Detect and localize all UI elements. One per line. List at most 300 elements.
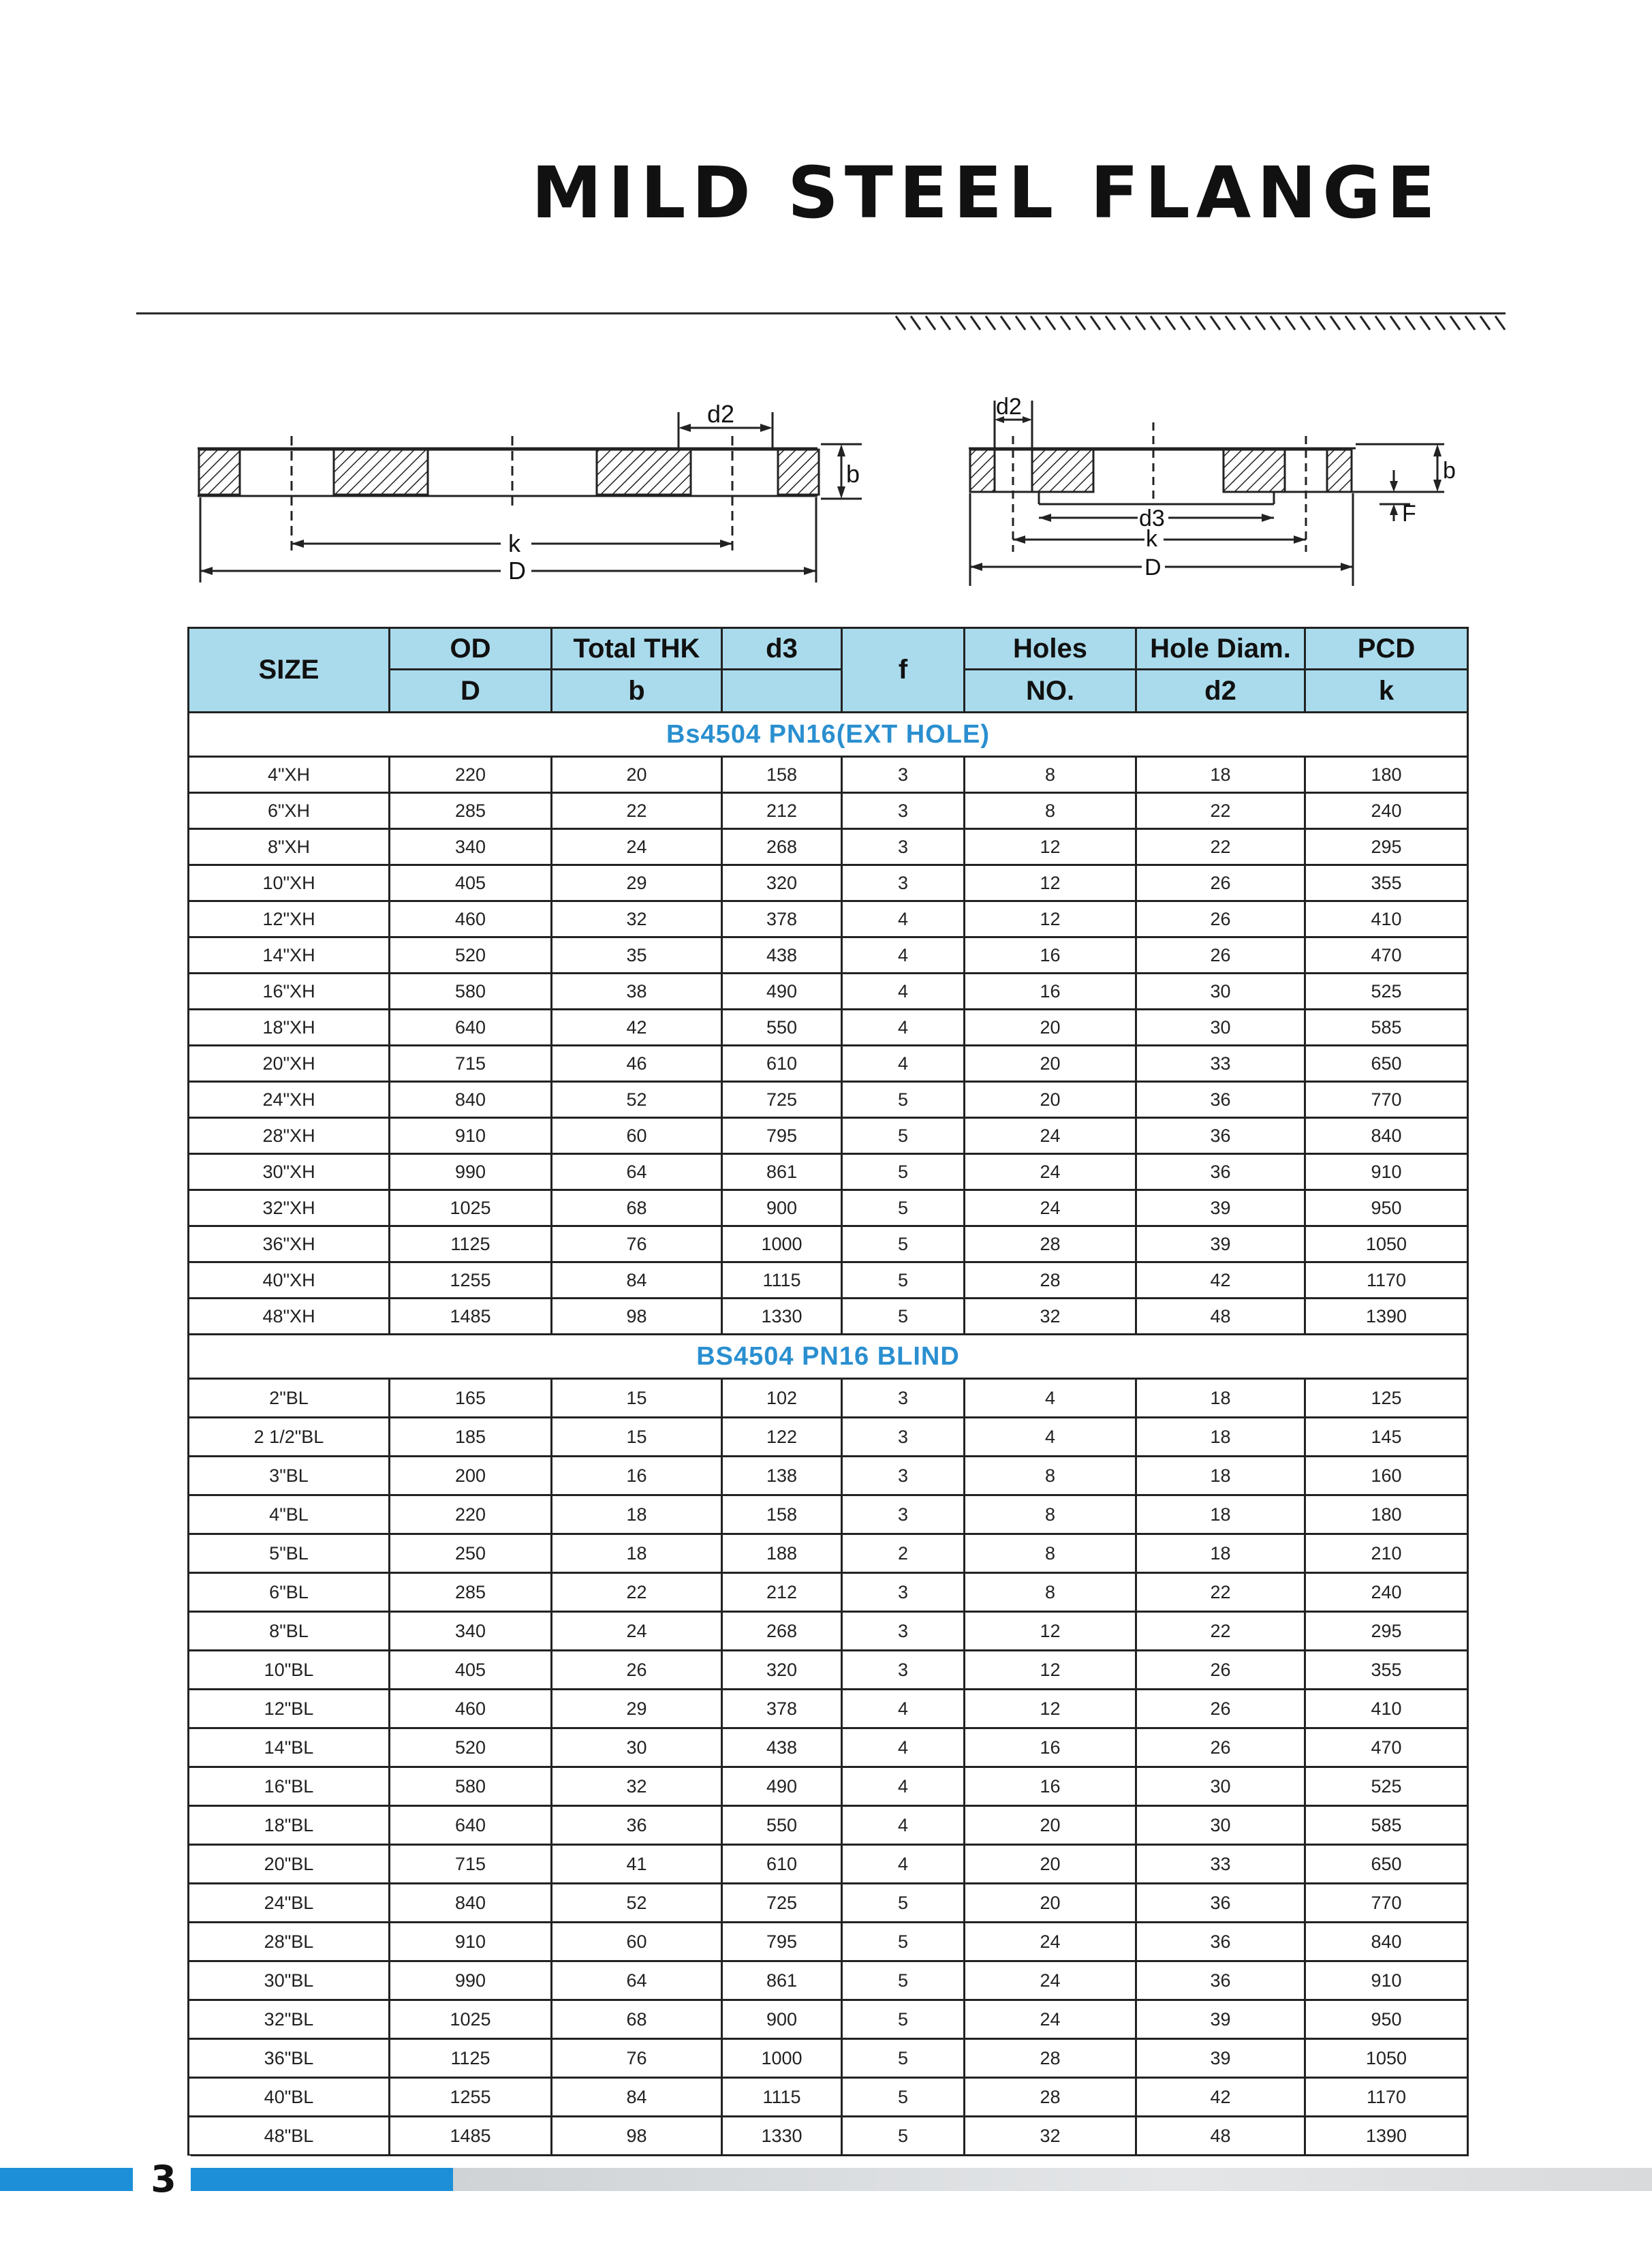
table-row (189, 1845, 1468, 1884)
cell-size: 48"XH (189, 1299, 390, 1335)
cell-od: 285 (390, 793, 552, 829)
cell-f: 5 (842, 2117, 965, 2156)
cell-holes: 28 (965, 2039, 1136, 2078)
cell-holes: 32 (965, 2117, 1136, 2156)
cell-thickness: 24 (552, 829, 722, 865)
diagram-label-D: D (508, 557, 526, 585)
cell-holes: 12 (965, 829, 1136, 865)
cell-size: 10"BL (189, 1651, 390, 1690)
table-row (189, 1534, 1468, 1573)
cell-d3: 1000 (722, 2039, 842, 2078)
header-od: OD (390, 628, 552, 670)
cell-holes: 24 (965, 1961, 1136, 2000)
cell-size: 3"BL (189, 1457, 390, 1495)
cell-pcd: 910 (1305, 1154, 1468, 1190)
flange-diagram-ext-hole (191, 395, 879, 593)
table-row (189, 1082, 1468, 1118)
cell-hole-diam: 18 (1136, 1495, 1305, 1534)
cell-size: 48"BL (189, 2117, 390, 2156)
cell-od: 185 (390, 1418, 552, 1457)
cell-hole-diam: 42 (1136, 1262, 1305, 1299)
cell-hole-diam: 42 (1136, 2078, 1305, 2117)
cell-thickness: 68 (552, 1190, 722, 1226)
cell-hole-diam: 36 (1136, 1082, 1305, 1118)
cell-od: 840 (390, 1082, 552, 1118)
cell-f: 4 (842, 1767, 965, 1806)
cell-holes: 28 (965, 2078, 1136, 2117)
table-row (189, 1262, 1468, 1299)
cell-f: 4 (842, 1046, 965, 1082)
cell-od: 715 (390, 1046, 552, 1082)
subheader-total-thk: b (552, 670, 722, 713)
cell-pcd: 125 (1305, 1379, 1468, 1418)
table-row (189, 1226, 1468, 1262)
cell-thickness: 29 (552, 865, 722, 901)
cell-thickness: 18 (552, 1495, 722, 1534)
cell-f: 4 (842, 1010, 965, 1046)
cell-size: 2 1/2"BL (189, 1418, 390, 1457)
cell-pcd: 770 (1305, 1884, 1468, 1923)
cell-hole-diam: 18 (1136, 1379, 1305, 1418)
subheader-d3-empty (722, 670, 842, 713)
cell-pcd: 355 (1305, 865, 1468, 901)
cell-od: 840 (390, 1884, 552, 1923)
cell-hole-diam: 26 (1136, 1690, 1305, 1728)
cell-holes: 20 (965, 1010, 1136, 1046)
cell-f: 5 (842, 2039, 965, 2078)
cell-hole-diam: 39 (1136, 1226, 1305, 1262)
flange-diagram-blind (961, 395, 1485, 593)
header-d3: d3 (722, 628, 842, 670)
cell-od: 220 (390, 1495, 552, 1534)
table-row (189, 793, 1468, 829)
cell-pcd: 910 (1305, 1961, 1468, 2000)
table-row (189, 1923, 1468, 1961)
cell-thickness: 68 (552, 2000, 722, 2039)
cell-thickness: 98 (552, 2117, 722, 2156)
cell-size: 32"XH (189, 1190, 390, 1226)
cell-f: 5 (842, 1118, 965, 1154)
cell-holes: 24 (965, 1118, 1136, 1154)
cell-f: 4 (842, 1728, 965, 1767)
cell-size: 6"BL (189, 1573, 390, 1612)
table-row (189, 1457, 1468, 1495)
cell-f: 4 (842, 1806, 965, 1845)
cell-hole-diam: 22 (1136, 793, 1305, 829)
cell-d3: 320 (722, 865, 842, 901)
table-row (189, 2000, 1468, 2039)
header-holes: Holes (965, 628, 1136, 670)
cell-f: 5 (842, 1226, 965, 1262)
section-title: Bs4504 PN16(EXT HOLE) (189, 713, 1468, 757)
cell-d3: 320 (722, 1651, 842, 1690)
cell-size: 4"BL (189, 1495, 390, 1534)
cell-hole-diam: 48 (1136, 2117, 1305, 2156)
subheader-pcd: k (1305, 670, 1468, 713)
cell-f: 3 (842, 829, 965, 865)
cell-thickness: 76 (552, 1226, 722, 1262)
cell-thickness: 32 (552, 1767, 722, 1806)
cell-size: 28"XH (189, 1118, 390, 1154)
cell-size: 4"XH (189, 757, 390, 793)
cell-thickness: 52 (552, 1884, 722, 1923)
cell-pcd: 585 (1305, 1806, 1468, 1845)
cell-thickness: 60 (552, 1923, 722, 1961)
cell-pcd: 525 (1305, 1767, 1468, 1806)
cell-f: 5 (842, 1190, 965, 1226)
cell-f: 5 (842, 1262, 965, 1299)
flange-spec-table (187, 627, 1469, 2156)
cell-thickness: 24 (552, 1612, 722, 1651)
cell-holes: 16 (965, 937, 1136, 974)
cell-d3: 1000 (722, 1226, 842, 1262)
cell-holes: 8 (965, 1534, 1136, 1573)
table-row (189, 757, 1468, 793)
cell-size: 36"BL (189, 2039, 390, 2078)
cell-f: 4 (842, 901, 965, 937)
cell-thickness: 36 (552, 1806, 722, 1845)
cell-size: 5"BL (189, 1534, 390, 1573)
cell-hole-diam: 30 (1136, 1806, 1305, 1845)
cell-od: 715 (390, 1845, 552, 1884)
cell-holes: 12 (965, 1651, 1136, 1690)
cell-od: 1255 (390, 2078, 552, 2117)
cell-d3: 550 (722, 1806, 842, 1845)
cell-f: 4 (842, 974, 965, 1010)
cell-pcd: 1050 (1305, 2039, 1468, 2078)
cell-d3: 158 (722, 1495, 842, 1534)
cell-d3: 158 (722, 757, 842, 793)
cell-thickness: 76 (552, 2039, 722, 2078)
cell-hole-diam: 39 (1136, 1190, 1305, 1226)
cell-d3: 212 (722, 793, 842, 829)
table-row (189, 974, 1468, 1010)
cell-size: 24"BL (189, 1884, 390, 1923)
cell-hole-diam: 33 (1136, 1046, 1305, 1082)
cell-d3: 122 (722, 1418, 842, 1457)
cell-d3: 610 (722, 1845, 842, 1884)
cell-holes: 12 (965, 901, 1136, 937)
cell-holes: 20 (965, 1082, 1136, 1118)
cell-holes: 16 (965, 974, 1136, 1010)
cell-pcd: 355 (1305, 1651, 1468, 1690)
cell-od: 910 (390, 1923, 552, 1961)
table-row (189, 1728, 1468, 1767)
cell-pcd: 180 (1305, 1495, 1468, 1534)
table-row (189, 1010, 1468, 1046)
cell-d3: 1330 (722, 2117, 842, 2156)
cell-thickness: 42 (552, 1010, 722, 1046)
diagram-label-b: b (846, 460, 860, 488)
cell-holes: 24 (965, 1923, 1136, 1961)
cell-d3: 438 (722, 937, 842, 974)
cell-thickness: 60 (552, 1118, 722, 1154)
cell-f: 2 (842, 1534, 965, 1573)
cell-size: 2"BL (189, 1379, 390, 1418)
cell-holes: 20 (965, 1806, 1136, 1845)
cell-od: 285 (390, 1573, 552, 1612)
cell-od: 640 (390, 1806, 552, 1845)
footer-bar-right (453, 2168, 1652, 2191)
cell-holes: 16 (965, 1767, 1136, 1806)
header-hole-diam: Hole Diam. (1136, 628, 1305, 670)
cell-d3: 1115 (722, 2078, 842, 2117)
cell-hole-diam: 39 (1136, 2000, 1305, 2039)
cell-pcd: 160 (1305, 1457, 1468, 1495)
cell-pcd: 950 (1305, 2000, 1468, 2039)
cell-od: 1125 (390, 2039, 552, 2078)
cell-hole-diam: 30 (1136, 1010, 1305, 1046)
cell-pcd: 1050 (1305, 1226, 1468, 1262)
cell-thickness: 30 (552, 1728, 722, 1767)
cell-pcd: 295 (1305, 829, 1468, 865)
cell-f: 3 (842, 1612, 965, 1651)
cell-pcd: 650 (1305, 1046, 1468, 1082)
cell-od: 220 (390, 757, 552, 793)
cell-f: 5 (842, 1082, 965, 1118)
cell-d3: 725 (722, 1082, 842, 1118)
cell-hole-diam: 26 (1136, 865, 1305, 901)
footer-bar-left (0, 2168, 133, 2191)
cell-od: 460 (390, 1690, 552, 1728)
cell-holes: 4 (965, 1379, 1136, 1418)
cell-hole-diam: 36 (1136, 1118, 1305, 1154)
cell-size: 32"BL (189, 2000, 390, 2039)
header-f: f (842, 628, 965, 713)
cell-thickness: 46 (552, 1046, 722, 1082)
cell-hole-diam: 30 (1136, 1767, 1305, 1806)
cell-size: 10"XH (189, 865, 390, 901)
cell-od: 1025 (390, 1190, 552, 1226)
table-row (189, 865, 1468, 901)
cell-holes: 4 (965, 1418, 1136, 1457)
cell-f: 4 (842, 937, 965, 974)
cell-hole-diam: 36 (1136, 1884, 1305, 1923)
table-row (189, 1573, 1468, 1612)
cell-d3: 1115 (722, 1262, 842, 1299)
cell-d3: 212 (722, 1573, 842, 1612)
header-total-thk: Total THK (552, 628, 722, 670)
cell-pcd: 240 (1305, 793, 1468, 829)
cell-size: 28"BL (189, 1923, 390, 1961)
cell-od: 1025 (390, 2000, 552, 2039)
cell-holes: 20 (965, 1884, 1136, 1923)
cell-d3: 725 (722, 1884, 842, 1923)
subheader-hole-diam: d2 (1136, 670, 1305, 713)
cell-thickness: 15 (552, 1379, 722, 1418)
cell-holes: 28 (965, 1226, 1136, 1262)
cell-f: 5 (842, 1923, 965, 1961)
cell-hole-diam: 26 (1136, 1651, 1305, 1690)
cell-holes: 28 (965, 1262, 1136, 1299)
cell-od: 910 (390, 1118, 552, 1154)
cell-hole-diam: 22 (1136, 1573, 1305, 1612)
cell-pcd: 585 (1305, 1010, 1468, 1046)
cell-size: 30"BL (189, 1961, 390, 2000)
cell-size: 20"BL (189, 1845, 390, 1884)
cell-hole-diam: 36 (1136, 1961, 1305, 2000)
table-row (189, 1299, 1468, 1335)
cell-size: 24"XH (189, 1082, 390, 1118)
cell-holes: 12 (965, 1690, 1136, 1728)
cell-f: 5 (842, 2000, 965, 2039)
cell-f: 3 (842, 1495, 965, 1534)
header-size: SIZE (189, 628, 390, 713)
subheader-holes: NO. (965, 670, 1136, 713)
cell-holes: 32 (965, 1299, 1136, 1335)
cell-thickness: 98 (552, 1299, 722, 1335)
cell-od: 990 (390, 1961, 552, 2000)
cell-od: 1255 (390, 1262, 552, 1299)
cell-d3: 795 (722, 1118, 842, 1154)
cell-f: 3 (842, 865, 965, 901)
cell-od: 460 (390, 901, 552, 937)
cell-hole-diam: 48 (1136, 1299, 1305, 1335)
cell-size: 14"XH (189, 937, 390, 974)
diagram-label-F: F (1402, 501, 1416, 527)
cell-holes: 12 (965, 1612, 1136, 1651)
cell-thickness: 20 (552, 757, 722, 793)
cell-f: 3 (842, 1651, 965, 1690)
cell-f: 3 (842, 1418, 965, 1457)
cell-pcd: 650 (1305, 1845, 1468, 1884)
table-row (189, 901, 1468, 937)
cell-hole-diam: 30 (1136, 974, 1305, 1010)
table-row (189, 1154, 1468, 1190)
table-row (189, 1612, 1468, 1651)
cell-size: 12"XH (189, 901, 390, 937)
diagram-label-d3: d3 (1139, 506, 1165, 531)
cell-holes: 24 (965, 1154, 1136, 1190)
table-row (189, 1118, 1468, 1154)
cell-size: 40"BL (189, 2078, 390, 2117)
cell-d3: 1330 (722, 1299, 842, 1335)
cell-d3: 550 (722, 1010, 842, 1046)
cell-size: 20"XH (189, 1046, 390, 1082)
table-row (189, 1379, 1468, 1418)
cell-d3: 378 (722, 1690, 842, 1728)
cell-f: 3 (842, 1379, 965, 1418)
cell-od: 520 (390, 937, 552, 974)
cell-od: 340 (390, 829, 552, 865)
diagram-label-D-right: D (1144, 555, 1162, 580)
section-row (189, 713, 1468, 757)
cell-pcd: 1170 (1305, 2078, 1468, 2117)
cell-holes: 8 (965, 1457, 1136, 1495)
cell-hole-diam: 18 (1136, 757, 1305, 793)
cell-hole-diam: 18 (1136, 1534, 1305, 1573)
cell-od: 640 (390, 1010, 552, 1046)
cell-d3: 490 (722, 1767, 842, 1806)
cell-holes: 24 (965, 2000, 1136, 2039)
cell-holes: 8 (965, 793, 1136, 829)
cell-size: 18"BL (189, 1806, 390, 1845)
cell-f: 3 (842, 1573, 965, 1612)
table-row (189, 2117, 1468, 2156)
cell-holes: 8 (965, 757, 1136, 793)
cell-thickness: 84 (552, 1262, 722, 1299)
cell-od: 200 (390, 1457, 552, 1495)
cell-hole-diam: 22 (1136, 1612, 1305, 1651)
cell-holes: 16 (965, 1728, 1136, 1767)
cell-d3: 795 (722, 1923, 842, 1961)
cell-od: 520 (390, 1728, 552, 1767)
table-row (189, 1961, 1468, 2000)
table-row (189, 829, 1468, 865)
cell-hole-diam: 18 (1136, 1418, 1305, 1457)
cell-holes: 12 (965, 865, 1136, 901)
cell-pcd: 470 (1305, 1728, 1468, 1767)
cell-od: 165 (390, 1379, 552, 1418)
cell-d3: 861 (722, 1154, 842, 1190)
table-row (189, 937, 1468, 974)
subheader-od: D (390, 670, 552, 713)
cell-thickness: 16 (552, 1457, 722, 1495)
cell-d3: 610 (722, 1046, 842, 1082)
cell-d3: 438 (722, 1728, 842, 1767)
cell-d3: 188 (722, 1534, 842, 1573)
table-row (189, 1190, 1468, 1226)
cell-thickness: 64 (552, 1154, 722, 1190)
table-row (189, 1418, 1468, 1457)
cell-d3: 268 (722, 829, 842, 865)
cell-pcd: 1390 (1305, 2117, 1468, 2156)
cell-od: 580 (390, 1767, 552, 1806)
cell-d3: 378 (722, 901, 842, 937)
cell-hole-diam: 22 (1136, 829, 1305, 865)
cell-pcd: 840 (1305, 1923, 1468, 1961)
cell-thickness: 22 (552, 793, 722, 829)
cell-od: 990 (390, 1154, 552, 1190)
cell-pcd: 840 (1305, 1118, 1468, 1154)
cell-d3: 138 (722, 1457, 842, 1495)
cell-thickness: 29 (552, 1690, 722, 1728)
cell-f: 4 (842, 1845, 965, 1884)
cell-d3: 102 (722, 1379, 842, 1418)
table-body (189, 713, 1468, 2156)
cell-f: 5 (842, 1154, 965, 1190)
cell-od: 340 (390, 1612, 552, 1651)
cell-f: 3 (842, 793, 965, 829)
diagram-label-d2: d2 (707, 400, 735, 428)
cell-pcd: 470 (1305, 937, 1468, 974)
page-footer (0, 2160, 1652, 2201)
cell-size: 6"XH (189, 793, 390, 829)
diagram-label-k-right: k (1146, 526, 1157, 552)
cell-hole-diam: 33 (1136, 1845, 1305, 1884)
section-row (189, 1335, 1468, 1379)
cell-size: 14"BL (189, 1728, 390, 1767)
cell-od: 250 (390, 1534, 552, 1573)
cell-size: 30"XH (189, 1154, 390, 1190)
cell-pcd: 295 (1305, 1612, 1468, 1651)
table-row (189, 1046, 1468, 1082)
cell-thickness: 41 (552, 1845, 722, 1884)
cell-f: 5 (842, 1961, 965, 2000)
cell-size: 8"BL (189, 1612, 390, 1651)
cell-pcd: 525 (1305, 974, 1468, 1010)
page-number: 3 (136, 2156, 191, 2203)
cell-hole-diam: 18 (1136, 1457, 1305, 1495)
cell-od: 1485 (390, 2117, 552, 2156)
cell-thickness: 35 (552, 937, 722, 974)
cell-hole-diam: 36 (1136, 1154, 1305, 1190)
table-row (189, 2078, 1468, 2117)
diagram-label-b-right: b (1443, 458, 1456, 484)
cell-f: 3 (842, 1457, 965, 1495)
cell-hole-diam: 26 (1136, 1728, 1305, 1767)
cell-pcd: 410 (1305, 1690, 1468, 1728)
